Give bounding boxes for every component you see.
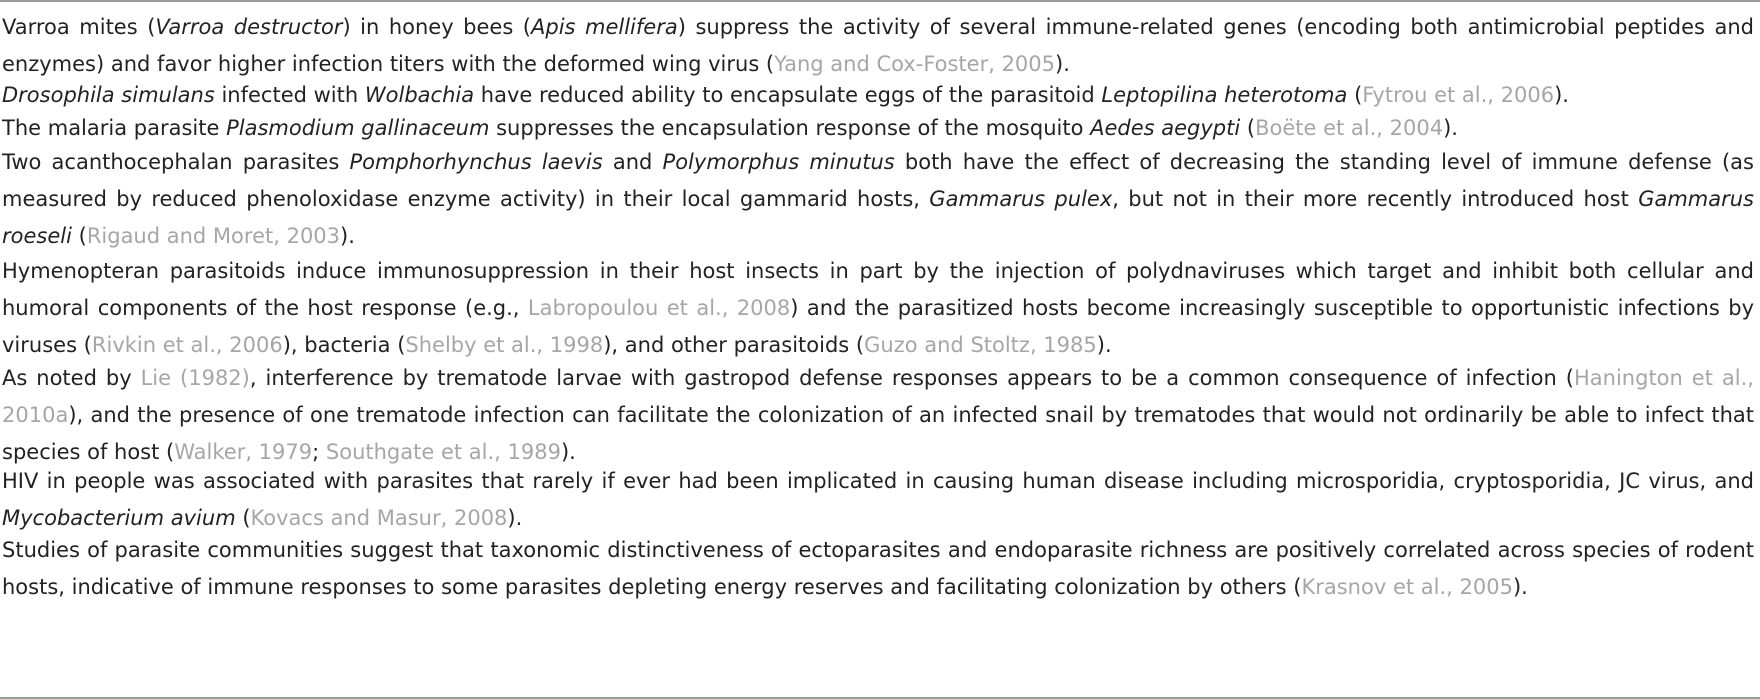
table-row (2, 110, 1754, 147)
row-text: ). (1554, 83, 1569, 107)
row-text: ). (560, 440, 576, 464)
row-text: Varroa mites ( (2, 15, 156, 39)
row-text: ( (71, 224, 87, 248)
row-text: ). (1443, 116, 1458, 140)
row-text: ( (235, 506, 251, 530)
row-text: ). (1096, 333, 1112, 357)
row-text: ). (340, 224, 355, 248)
row-text: Studies of parasite communities suggest that taxonomic distinctiveness of ectoparasites and endoparasite richness are positively correlated across species of rodent hosts, indicative of immune responses to some parasites depleting energy reserves and facilitating colonization by others ( (2, 538, 1754, 599)
citation-link[interactable]: Rivkin et al., 2006 (91, 333, 283, 357)
row-text: Two acanthocephalan parasites (2, 150, 350, 174)
citation-link[interactable]: Hanington et al., 2010a (2, 366, 1754, 427)
table-top-rule (0, 0, 1760, 2)
citation-link[interactable]: Kovacs and Masur, 2008 (250, 506, 508, 530)
citation-link[interactable]: Lie (1982) (140, 366, 250, 390)
row-text: ), and the presence of one trematode infection can facilitate the colonization of an infected snail by trematodes that would not ordinarily be able to infect that species of host ( (2, 403, 1754, 464)
species-name: Drosophila simulans (2, 83, 215, 107)
table-row (2, 463, 1754, 537)
row-text: The malaria parasite (2, 116, 227, 140)
row-text: infected with (214, 83, 365, 107)
row-text: , interference by trematode larvae with gastropod defense responses appears to be a common consequence of infection ( (249, 366, 1574, 390)
species-name: Leptopilina heterotoma (1101, 83, 1348, 107)
row-text: Hymenopteran parasitoids induce immunosuppression in their host insects in part by the injection of polydnaviruses which target and inhibit both cellular and humoral components of the host response (e.g., (2, 259, 1754, 320)
row-text: and (602, 150, 663, 174)
row-text: ), and other parasitoids ( (603, 333, 865, 357)
row-text: , but not in their more recently introduced host (1112, 187, 1639, 211)
citation-link[interactable]: Walker, 1979 (174, 440, 313, 464)
row-text: ) in honey bees ( (342, 15, 532, 39)
species-name: Mycobacterium avium (2, 506, 236, 530)
row-text: HIV in people was associated with parasites that rarely if ever had been implicated in causing human disease including microsporidia, cryptosporidia, JC virus, and (2, 469, 1754, 493)
species-name: Aedes aegypti (1090, 116, 1241, 140)
row-text: ). (507, 506, 523, 530)
table-row (2, 360, 1754, 471)
row-text: ). (1055, 52, 1070, 76)
table-row (2, 144, 1754, 255)
species-name: Gammarus pulex (929, 187, 1113, 211)
citation-link[interactable]: Guzo and Stoltz, 1985 (864, 333, 1097, 357)
citation-link[interactable]: Labropoulou et al., 2008 (527, 296, 791, 320)
row-text: have reduced ability to encapsulate eggs of the parasitoid (474, 83, 1102, 107)
citation-link[interactable]: Southgate et al., 1989 (325, 440, 561, 464)
row-text: As noted by (2, 366, 141, 390)
row-text: ) and the parasitized hosts become increasingly susceptible to opportunistic infections by viruses ( (2, 296, 1754, 357)
table-row (2, 532, 1754, 606)
row-text: suppresses the encapsulation response of the mosquito (489, 116, 1091, 140)
species-name: Gammarus roeseli (2, 187, 1754, 248)
species-name: Plasmodium gallinaceum (226, 116, 490, 140)
row-text: ( (1240, 116, 1256, 140)
row-text: ). (1512, 575, 1528, 599)
citation-link[interactable]: Boëte et al., 2004 (1255, 116, 1444, 140)
citation-link[interactable]: Fytrou et al., 2006 (1362, 83, 1555, 107)
species-name: Wolbachia (364, 83, 475, 107)
citation-link[interactable]: Yang and Cox-Foster, 2005 (774, 52, 1056, 76)
row-text: ( (1347, 83, 1363, 107)
row-text: ) suppress the activity of several immune-related genes (encoding both antimicrobial peptides and enzymes) and favor higher infection titers with the deformed wing virus ( (2, 15, 1755, 76)
species-name: Apis mellifera (531, 15, 678, 39)
species-name: Varroa destructor (155, 15, 343, 39)
row-text: ; (312, 440, 326, 464)
species-name: Polymorphus minutus (662, 150, 895, 174)
citation-link[interactable]: Shelby et al., 1998 (405, 333, 604, 357)
table-row (2, 9, 1754, 83)
table-row (2, 253, 1754, 364)
row-text: ), bacteria ( (282, 333, 406, 357)
citation-link[interactable]: Krasnov et al., 2005 (1301, 575, 1513, 599)
species-name: Pomphorhynchus laevis (349, 150, 603, 174)
row-text: both have the effect of decreasing the standing level of immune defense (as measured by reduced phenoloxidase enzyme activity) in their local gammarid hosts, (2, 150, 1754, 211)
citation-link[interactable]: Rigaud and Moret, 2003 (86, 224, 341, 248)
table-row (2, 77, 1754, 114)
